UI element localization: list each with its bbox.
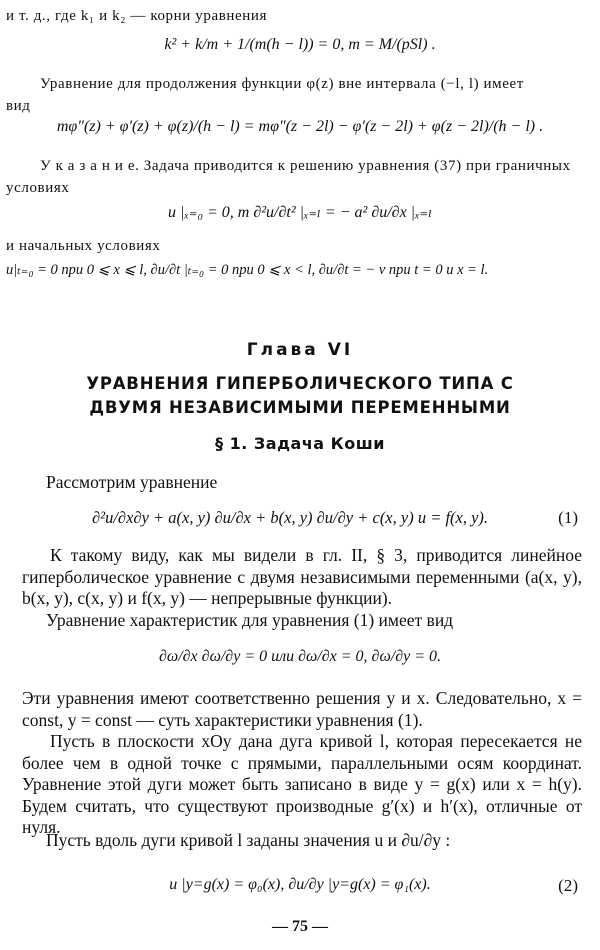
equation-2-number: (2): [558, 876, 578, 895]
section-title: § 1. Задача Коши: [215, 434, 385, 453]
boundary-conditions: u |ₓ₌₀ = 0, m ∂²u/∂t² |ₓ₌ₗ = − a² ∂u/∂x |ₓ₌ₗ: [168, 204, 432, 221]
consider-line: Рассмотрим уравнение: [46, 472, 218, 492]
initial-conditions: u|ₜ₌₀ = 0 при 0 ⩽ x ⩽ l, ∂u/∂t |ₜ₌₀ = 0 при 0 ⩽ x < l, ∂u/∂t = − v при t = 0 и x = l.: [6, 262, 489, 278]
paragraph-reduction: К такому виду, как мы видели в гл. II, § 3, приводится линейное гиперболическое уравнение с двумя независимыми переменными (a(x, y), b(x, y), c(x, y) и f(x, y) — непрерывные функции).: [22, 545, 582, 608]
continuation-equation: mφ″(z) + φ′(z) + φ(z)/(h − l) = mφ″(z − 2l) − φ′(z − 2l) + φ(z − 2l)/(h − l) .: [56, 118, 544, 135]
intro-line: и т. д., где k₁ и k₂ — корни уравнения: [6, 8, 268, 24]
paragraph-curve: Пусть в плоскости xOy дана дуга кривой l, которая пересекается не более чем в одной точке с прямыми, параллельными осям координат. Уравнение этой дуги может быть записано в виде y = g(x) или x = h(y). Будем считать, что существуют производные g′(x) и h′(x), отличные от нуля.: [22, 731, 582, 837]
continuation-text: Уравнение для продолжения функции φ(z) вне интервала (−l, l) имеет: [40, 76, 524, 92]
equation-1-number: (1): [558, 508, 578, 527]
paragraph-values: Пусть вдоль дуги кривой l заданы значения u и ∂u/∂y :: [46, 830, 451, 850]
chapter-title: УРАВНЕНИЯ ГИПЕРБОЛИЧЕСКОГО ТИПА С ДВУМЯ НЕЗАВИСИМЫМИ ПЕРЕМЕННЫМИ: [86, 374, 514, 417]
hint-text: У к а з а н и е. Задача приводится к решению уравнения (37) при граничных: [40, 158, 571, 174]
roots-equation: k² + k/m + 1/(m(h − l)) = 0, m = M/(pSl) .: [164, 36, 436, 53]
page-number: — 75 —: [272, 918, 328, 935]
chapter-label: Глава VI: [246, 340, 354, 360]
equation-2: u |y=g(x) = φ₀(x), ∂u/∂y |y=g(x) = φ₁(x).: [169, 876, 431, 893]
initial-text: и начальных условиях: [6, 238, 161, 254]
equation-1: ∂²u/∂x∂y + a(x, y) ∂u/∂x + b(x, y) ∂u/∂y + c(x, y) u = f(x, y).: [92, 508, 489, 527]
paragraph-solutions: Эти уравнения имеют соответственно решения y и x. Следовательно, x = const, y = const — суть характеристики уравнения (1).: [22, 688, 582, 730]
characteristic-equation: ∂ω/∂x ∂ω/∂y = 0 или ∂ω/∂x = 0, ∂ω/∂y = 0.: [159, 648, 441, 665]
continuation-text-end: вид: [6, 98, 31, 114]
hint-text-end: условиях: [6, 180, 70, 196]
paragraph-characteristics: Уравнение характеристик для уравнения (1) имеет вид: [46, 610, 454, 630]
